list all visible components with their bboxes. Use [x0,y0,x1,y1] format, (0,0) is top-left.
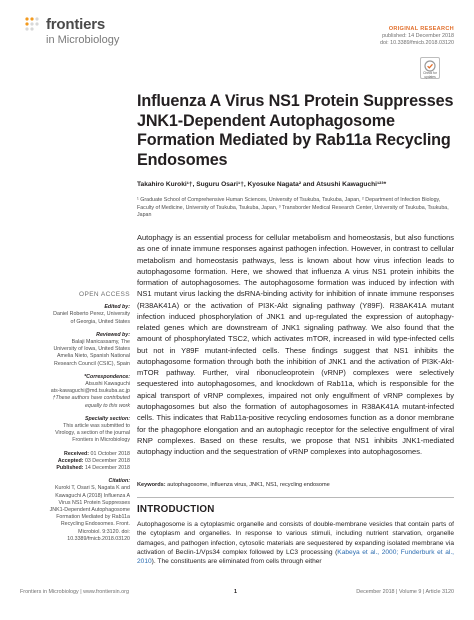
correspondence-name: Atsushi Kawaguchi [85,381,130,388]
editor-name: Daniel Roberto Perez, University of Georgia, United States [53,311,130,325]
reviewer-2: Amelia Nieto, Spanish National Research Council (CSIC), Spain [54,353,130,367]
published-row [48,465,130,472]
doi-link[interactable]: doi: 10.3389/fmicb.2018.03120 [379,40,454,46]
accepted-date: 03 December 2018 [84,457,130,464]
article-sidebar [48,291,130,543]
keywords [137,482,457,488]
logo-brand-text: frontiers [46,16,106,33]
page-footer [0,589,474,599]
intro-text-part-1: Autophagosome is a cytoplasmic organelle and consists of double-membrane vesicles that contain parts of the cytoplasm and organelles. In response to various stimuli, including nutrient starvation, organelle damages, and pathogen infection, cytosolic materials are sequestered by expanding isolated membrane via activation of Beclin-1/Vps34 complex followed by LC3 processing ( [137,521,454,556]
edited-by-label: Edited by: [104,304,130,311]
logo-journal-text: in Microbiology [46,34,120,46]
reviewer-1: Balaji Manicassamy, The University of Iowa, United States [53,339,130,353]
received-date: 01 October 2018 [90,450,130,457]
open-access-label: OPEN ACCESS [79,291,130,298]
received-label: Received: [64,450,90,457]
citation-text: Kuroki T, Osari S, Nagata K and Kawaguchi A (2018) Influenza A Virus NS1 Protein Suppresses JNK1-Dependent Autophagosome Formation Mediated by Rab11a Recycling Endosomes. Front. Microbiol. 9:3120. doi: 10.3389/fmicb.2018.03120 [49,485,130,542]
check-for-updates-label: Check for updates [423,71,437,79]
published-date-sidebar: 14 December 2018 [84,465,130,472]
intro-citation-link[interactable]: Kabeya et al., 2000; Funderburk et al., 2010 [137,548,454,566]
accepted-row [48,458,130,465]
published-date: published: 14 December 2018 [382,33,454,39]
article-type: ORIGINAL RESEARCH [388,26,454,32]
equal-contribution-note: †These authors have contributed equally to this work [52,395,130,409]
specialty-text: This article was submitted to Virology, a section of the journal Frontiers in Microbiology [55,423,130,444]
footer-journal-url[interactable]: Frontiers in Microbiology | www.frontiersin.org [20,589,129,595]
check-for-updates-badge[interactable] [420,57,440,79]
affiliations: ¹ Graduate School of Comprehensive Human Sciences, University of Tsukuba, Tsukuba, Japan, ² Department of Infection Biology, Faculty of Medicine, University of Tsukuba, Tsukuba, Japan, ³ Transborder Medical Research Center, University of Tsukuba, Tsukuba, Japan [137,197,449,219]
abstract: Autophagy is an essential process for cellular metabolism and homeostasis, but also functions as one of innate immune responses against pathogen infection. However, in contrast to cellular metabolism and homeostasis pathways, less is known about how virus infection leads to autophagosome formation. Here, we showed that influenza A virus NS1 protein inhibits the formation of autophagosomes. The autophagosome formation was induced by infection with NS1 mutant virus lacking the dsRNA-binding activity for inhibition of innate immune responses (R38AK41A) or the activation of PI3K-Akt signaling pathway (Y89F). R38AK41A mutant infection induced phosphorylation of JNK1 and up-regulated the expression of autophagy-related genes which are downstream of JNK1 signaling pathway. We also found that the amount of phosphorylated TSC2, which activates mTOR, increased in wild type-infected cells but not in Y89F mutant-infected cells. These findings suggest that NS1 inhibits the autophagosome formation through both the inhibition of JNK1 and the activation of PI3K-Akt-mTOR pathway. Further, viral ribonucleoprotein (vRNP) complexes were selectively sequestered into autophagosomes, and knockdown of Rab11a, which is responsible for the apical transport of vRNP complexes, impaired not only engulfment of vRNP complexes by autophagosomes but also the formation of autophagosomes in R38AK41A mutant-infected cells. This indicates that Rab11a-positive recycling endosomes function as a donor membrane for the phagophore elongation and an autophagic receptor for the selective engulfment of viral RNP complexes. Based on these results, we propose that NS1 inhibits JNK1-mediated autophagy induction and the sequestration of vRNP complexes into autophagosomes. [137,233,454,457]
frontiers-logo-icon [24,16,42,34]
keywords-label: Keywords: [137,482,166,488]
correspondence-email[interactable]: ats-kawaguchi@md.tsukuba.ac.jp [50,388,130,395]
published-label: Published: [56,465,84,472]
page-number: 1 [234,589,237,595]
journal-logo[interactable] [24,14,154,54]
introduction-text [137,520,454,566]
divider [137,497,454,498]
article-dates [48,451,130,473]
accepted-label: Accepted: [57,457,84,464]
introduction-heading: INTRODUCTION [137,504,215,515]
author-list[interactable]: Takahiro Kuroki¹†, Suguru Osari¹†, Kyosuke Nagata² and Atsushi Kawaguchi¹²³* [137,181,387,188]
reviewed-by-label: Reviewed by: [96,331,130,338]
footer-issue-info: December 2018 | Volume 9 | Article 3120 [356,589,454,595]
keywords-list: autophagosome, influenza virus, JNK1, NS1, recycling endosome [167,482,330,488]
intro-text-part-2: ). The constituents are eliminated from cells through either [151,558,322,566]
article-meta [380,26,454,47]
article-title: Influenza A Virus NS1 Protein Suppresses JNK1-Dependent Autophagosome Formation Mediated by Rab11a Recycling Endosomes [137,92,454,169]
correspondence-label: *Correspondence: [84,373,130,380]
citation-label: Citation: [108,478,130,485]
received-row [48,451,130,458]
specialty-label: Specialty section: [84,415,130,422]
